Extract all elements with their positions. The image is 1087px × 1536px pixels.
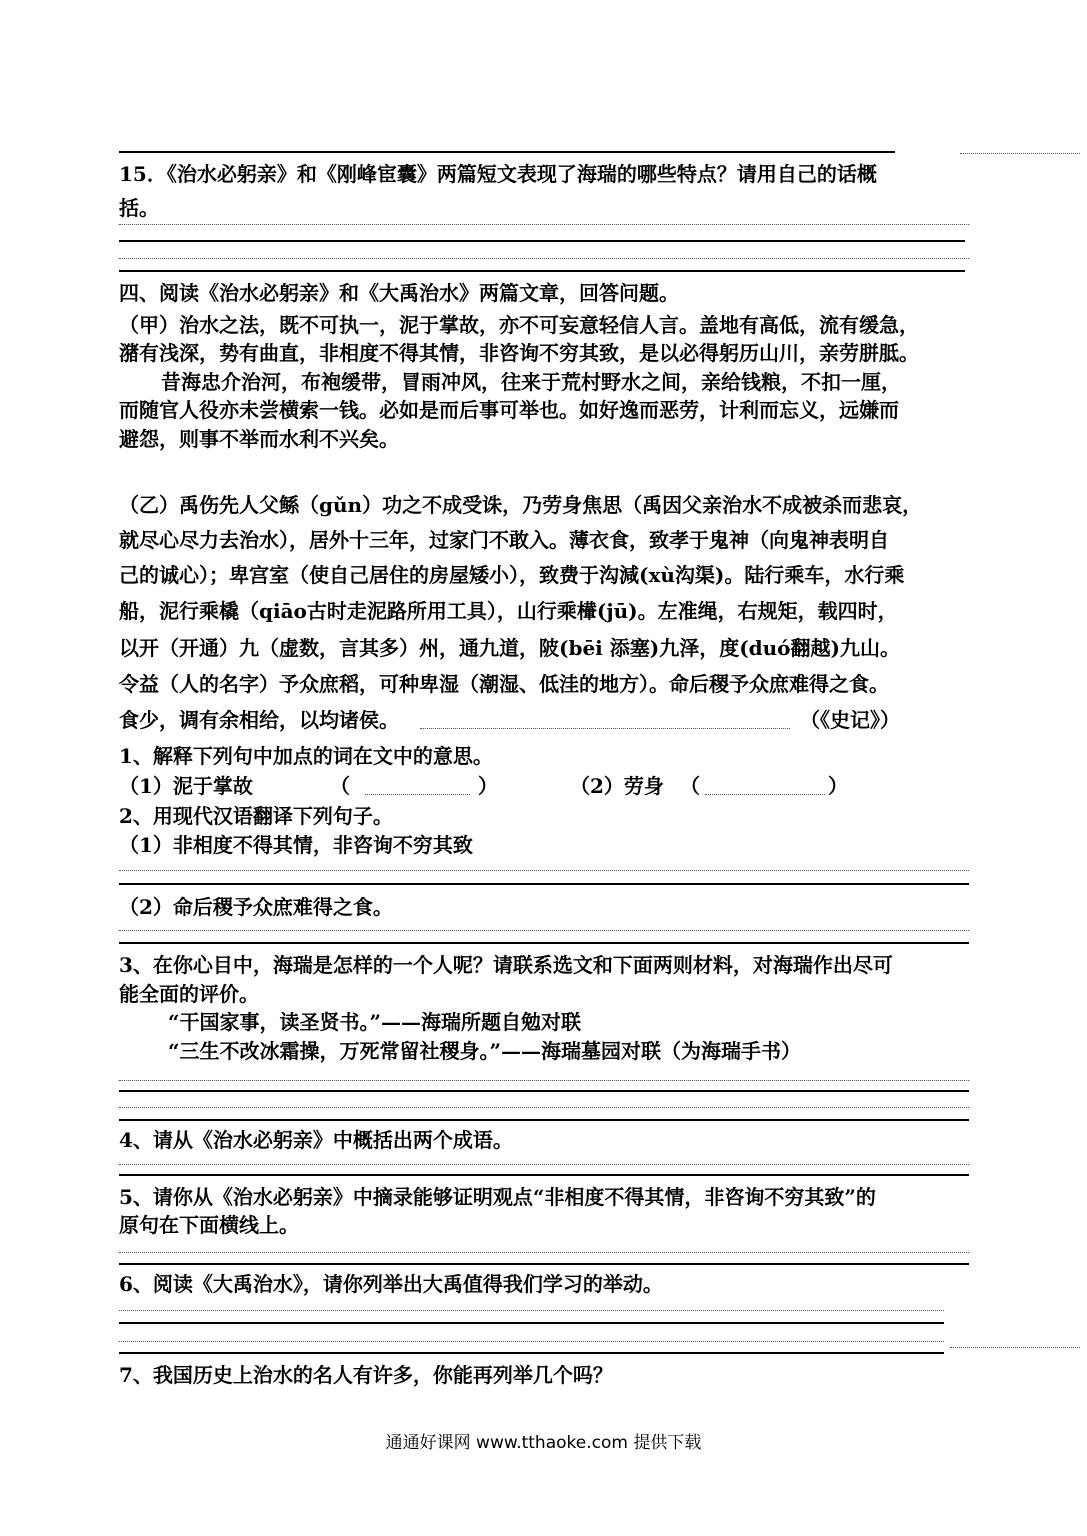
dotted-line	[119, 1252, 969, 1253]
dotted-line	[119, 1164, 969, 1165]
dotted-line	[119, 224, 969, 225]
question-2-prompt: 2、用现代汉语翻译下列句子。	[119, 804, 393, 828]
dotted-line	[119, 870, 969, 871]
question-2-item-1: （1）非相度不得其情，非咨询不穷其致	[119, 833, 473, 857]
passage-b-line: 食少，调有余相给，以均诸侯。	[119, 708, 399, 732]
passage-b-line: 就尽心尽力去治水），居外十三年，过家门不敢入。薄衣食，致孝于鬼神（向鬼神表明自	[119, 528, 889, 552]
answer-line[interactable]	[119, 1090, 969, 1092]
dotted-line	[119, 1310, 944, 1311]
answer-line[interactable]	[119, 1352, 944, 1354]
question-2-item-2: （2）命后稷予众庶难得之食。	[119, 895, 393, 919]
question-15-line2: 括。	[119, 196, 159, 220]
passage-a-line: 而随官人役亦未尝横索一钱。必如是而后事可举也。如好逸而恶劳，计利而忘义，远嫌而	[119, 398, 899, 422]
question-3-quote-1: “干国家事，读圣贤书。”——海瑞所题自勉对联	[168, 1010, 582, 1034]
passage-b-line: 以开（开通）九（虚数，言其多）州，通九道，陂(bēi 添塞)九泽，度(duó翻越)九山。	[119, 636, 900, 660]
dotted-line	[950, 1347, 1080, 1348]
answer-line[interactable]	[119, 942, 969, 944]
passage-b-source: （《史记》）	[800, 708, 900, 732]
dotted-line	[960, 153, 1080, 154]
passage-b-line: 船，泥行乘橇（qiāo古时走泥路所用工具），山行乘檋(jū)。左准绳，右规矩，载四时，	[119, 599, 898, 623]
answer-line[interactable]	[119, 883, 969, 885]
section-4-heading: 四、阅读《治水必躬亲》和《大禹治水》两篇文章，回答问题。	[119, 281, 679, 305]
passage-b-line: 令益（人的名字）予众庶稻，可种卑湿（潮湿、低洼的地方）。命后稷予众庶难得之食。	[119, 672, 889, 696]
passage-a-line: 昔海忠介治河，布袍缓带，冒雨冲风，往来于荒村野水之间，亲给钱粮，不扣一厘，	[161, 370, 901, 394]
dotted-line	[119, 258, 969, 259]
question-4-prompt: 4、请从《治水必躬亲》中概括出两个成语。	[119, 1128, 513, 1152]
answer-line[interactable]	[119, 1119, 969, 1121]
paren-close: ）	[828, 774, 848, 798]
passage-a-line: 潴有浅深，势有曲直，非相度不得其情，非咨询不穷其致，是以必得躬历山川，亲劳胼胝。	[119, 341, 919, 365]
answer-line	[119, 240, 965, 242]
passage-a-line: 避怨，则事不举而水利不兴矣。	[119, 427, 399, 451]
question-5-line1: 5、请你从《治水必躬亲》中摘录能够证明观点“非相度不得其情，非咨询不穷其致”的	[119, 1185, 876, 1209]
answer-blank[interactable]	[365, 794, 470, 795]
question-7-prompt: 7、我国历史上治水的名人有许多，你能再列举几个吗？	[119, 1363, 613, 1387]
paren-open: （	[680, 774, 700, 798]
question-1-prompt: 1、解释下列句中加点的词在文中的意思。	[119, 744, 493, 768]
question-3-line1: 3、在你心目中，海瑞是怎样的一个人呢？请联系选文和下面两则材料，对海瑞作出尽可	[119, 953, 893, 977]
answer-line[interactable]	[119, 1322, 944, 1324]
passage-a-line: （甲）治水之法，既不可执一，泥于掌故，亦不可妄意轻信人言。盖地有高低，流有缓急，	[119, 313, 919, 337]
answer-line[interactable]	[119, 1263, 969, 1265]
answer-blank[interactable]	[705, 794, 825, 795]
dotted-line	[119, 1107, 969, 1108]
question-3-line2: 能全面的评价。	[119, 982, 259, 1006]
paren-close: ）	[478, 774, 498, 798]
dotted-line	[119, 1341, 944, 1342]
question-1-item-2: （2）劳身	[570, 774, 664, 798]
dotted-line	[119, 930, 969, 931]
question-5-line2: 原句在下面横线上。	[119, 1213, 299, 1237]
question-6-prompt: 6、阅读《大禹治水》，请你列举出大禹值得我们学习的举动。	[119, 1272, 663, 1296]
question-15-line1: 15．《治水必躬亲》和《刚峰宦囊》两篇短文表现了海瑞的哪些特点？请用自己的话概	[119, 162, 877, 186]
question-3-quote-2: “三生不改冰霜操，万死常留社稷身。”——海瑞墓园对联（为海瑞手书）	[168, 1039, 802, 1063]
dotted-line	[119, 1080, 969, 1081]
page-footer: 通通好课网 www.tthaoke.com 提供下载	[385, 1433, 702, 1453]
answer-line[interactable]	[119, 1174, 969, 1176]
dotted-line	[420, 728, 790, 729]
passage-b-line: 己的诚心）；卑宫室（使自己居住的房屋矮小），致费于沟減(xù沟渠)。陆行乘车，水行乘	[119, 563, 905, 587]
question-1-item-1: （1）泥于掌故	[119, 774, 253, 798]
passage-b-line: （乙）禹伤先人父鲧（gǔn）功之不成受诛，乃劳身焦思（禹因父亲治水不成被杀而悲哀，	[119, 493, 923, 517]
paren-open: （	[330, 774, 350, 798]
answer-line	[119, 270, 965, 272]
answer-line	[119, 151, 895, 153]
